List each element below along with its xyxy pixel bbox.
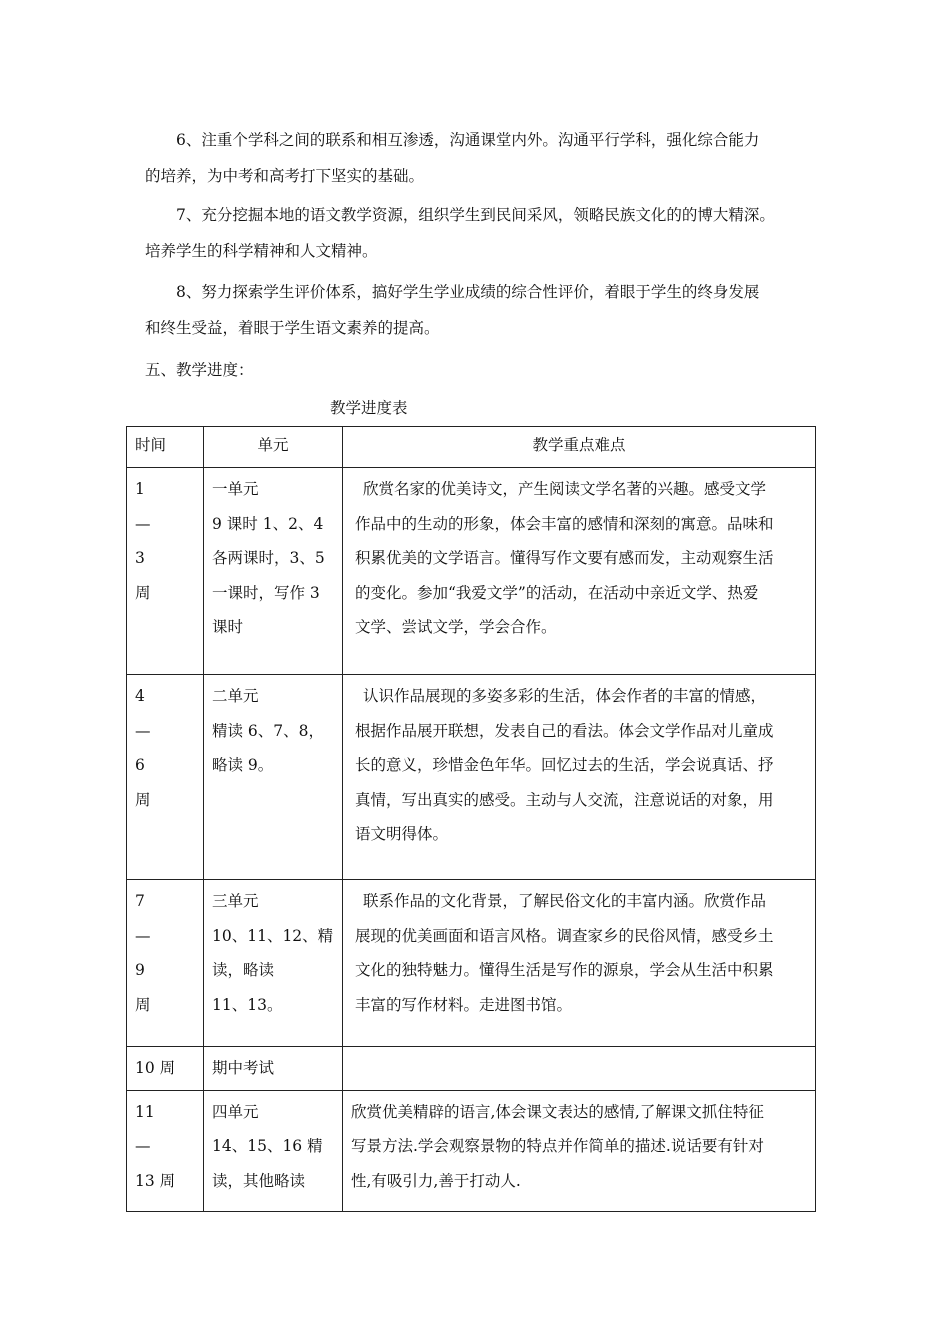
unit-cell bbox=[204, 675, 343, 880]
cell-line: 9 bbox=[135, 961, 145, 979]
cell-line: 7 bbox=[135, 892, 145, 910]
cell-line: 3 bbox=[135, 549, 145, 567]
time-cell bbox=[127, 675, 204, 880]
cell-line: 14、15、16 精 bbox=[212, 1137, 323, 1155]
time-cell bbox=[127, 880, 204, 1047]
cell-line: 精读 6、7、8， bbox=[212, 721, 325, 740]
table-row bbox=[127, 880, 816, 1047]
paragraph-7 bbox=[145, 197, 825, 269]
paragraph-line: 培养学生的科学精神和人文精神。 bbox=[145, 242, 378, 260]
schedule-table bbox=[126, 426, 816, 1212]
cell-line: 联系作品的文化背景，了解民俗文化的丰富内涵。欣赏作品 bbox=[363, 892, 767, 910]
section-heading: 五、教学进度： bbox=[145, 361, 254, 379]
cell-line: 13 周 bbox=[135, 1171, 176, 1190]
header-time: 时间 bbox=[127, 427, 204, 468]
cell-line: 欣赏优美精辟的语言,体会课文表达的感情,了解课文抓住特征 bbox=[351, 1102, 764, 1121]
table-row bbox=[127, 468, 816, 675]
cell-line: 的变化。参加“我爱文学”的活动，在活动中亲近文学、热爱 bbox=[355, 583, 759, 602]
table-title: 教学进度表 bbox=[330, 399, 408, 417]
cell-line: 读，其他略读 bbox=[212, 1171, 306, 1190]
cell-line: — bbox=[135, 1137, 151, 1155]
cell-line: 展现的优美画面和语言风格。调查家乡的民俗风情，感受乡土 bbox=[355, 926, 774, 945]
cell-line: 周 bbox=[135, 790, 151, 809]
focus-cell bbox=[343, 675, 816, 880]
unit-cell bbox=[204, 468, 343, 675]
cell-line: 三单元 bbox=[212, 892, 259, 910]
cell-line: 10、11、12、精 bbox=[212, 926, 334, 945]
cell-line: 文化的独特魅力。懂得生活是写作的源泉，学会从生活中积累 bbox=[355, 961, 774, 979]
cell-line: 10 周 bbox=[135, 1059, 176, 1077]
cell-line: 11 bbox=[135, 1102, 155, 1121]
cell-line: — bbox=[135, 721, 151, 740]
cell-line: 文学、尝试文学，学会合作。 bbox=[355, 618, 557, 636]
cell-line: — bbox=[135, 514, 151, 533]
paragraph-line: 7、充分挖掘本地的语文教学资源，组织学生到民间采风，领略民族文化的的博大精深。 bbox=[176, 206, 775, 224]
cell-line: 语文明得体。 bbox=[355, 825, 449, 843]
cell-line: 略读 9。 bbox=[212, 756, 274, 774]
header-focus: 教学重点难点 bbox=[343, 427, 816, 468]
cell-line: 四单元 bbox=[212, 1102, 259, 1121]
cell-line: 4 bbox=[135, 687, 145, 705]
cell-line: 一课时，写作 3 bbox=[212, 583, 320, 602]
cell-line: 读，略读 bbox=[212, 961, 275, 979]
cell-line: 各两课时，3、5 bbox=[212, 549, 325, 567]
cell-line: 9 课时 1、2、4 bbox=[212, 514, 324, 533]
cell-line: 二单元 bbox=[212, 687, 259, 705]
cell-line: 长的意义，珍惜金色年华。回忆过去的生活，学会说真话、抒 bbox=[355, 756, 774, 774]
focus-cell bbox=[343, 1047, 816, 1091]
unit-cell bbox=[204, 880, 343, 1047]
time-cell bbox=[127, 1047, 204, 1091]
table-row bbox=[127, 675, 816, 880]
cell-line: 写景方法.学会观察景物的特点并作简单的描述.说话要有针对 bbox=[351, 1137, 764, 1155]
paragraph-8 bbox=[145, 274, 825, 346]
time-cell bbox=[127, 1090, 204, 1211]
cell-line: 课时 bbox=[212, 618, 244, 636]
table-header-row bbox=[127, 427, 816, 468]
focus-cell bbox=[343, 1090, 816, 1211]
cell-line: 周 bbox=[135, 583, 151, 602]
cell-line: 11、13。 bbox=[212, 995, 283, 1014]
time-cell bbox=[127, 468, 204, 675]
cell-line: 期中考试 bbox=[212, 1059, 275, 1077]
table-row bbox=[127, 1090, 816, 1211]
paragraph-6 bbox=[145, 122, 825, 194]
cell-line: 根据作品展开联想，发表自己的看法。体会文学作品对儿童成 bbox=[355, 721, 774, 740]
unit-cell bbox=[204, 1090, 343, 1211]
paragraph-line: 6、注重个学科之间的联系和相互渗透，沟通课堂内外。沟通平行学科，强化综合能力 bbox=[176, 131, 760, 149]
cell-line: 一单元 bbox=[212, 480, 259, 498]
header-unit: 单元 bbox=[204, 427, 343, 468]
cell-line: 丰富的写作材料。走进图书馆。 bbox=[355, 995, 573, 1014]
cell-line: 认识作品展现的多姿多彩的生活，体会作者的丰富的情感， bbox=[363, 687, 767, 705]
cell-line: 6 bbox=[135, 756, 145, 774]
cell-line: 1 bbox=[135, 480, 145, 498]
cell-line: 真情，写出真实的感受。主动与人交流，注意说话的对象，用 bbox=[355, 790, 774, 809]
focus-cell bbox=[343, 880, 816, 1047]
cell-line: 作品中的生动的形象，体会丰富的感情和深刻的寓意。品味和 bbox=[355, 514, 774, 533]
unit-cell bbox=[204, 1047, 343, 1091]
paragraph-line: 和终生受益，着眼于学生语文素养的提高。 bbox=[145, 319, 440, 337]
cell-line: — bbox=[135, 926, 151, 945]
paragraph-line: 的培养，为中考和高考打下坚实的基础。 bbox=[145, 167, 425, 185]
cell-line: 性,有吸引力,善于打动人. bbox=[351, 1171, 521, 1190]
cell-line: 周 bbox=[135, 995, 151, 1014]
cell-line: 欣赏名家的优美诗文，产生阅读文学名著的兴趣。感受文学 bbox=[363, 480, 767, 498]
paragraph-line: 8、努力探索学生评价体系，搞好学生学业成绩的综合性评价，着眼于学生的终身发展 bbox=[176, 283, 760, 301]
focus-cell bbox=[343, 468, 816, 675]
table-row bbox=[127, 1047, 816, 1091]
cell-line: 积累优美的文学语言。懂得写作文要有感而发，主动观察生活 bbox=[355, 549, 774, 567]
